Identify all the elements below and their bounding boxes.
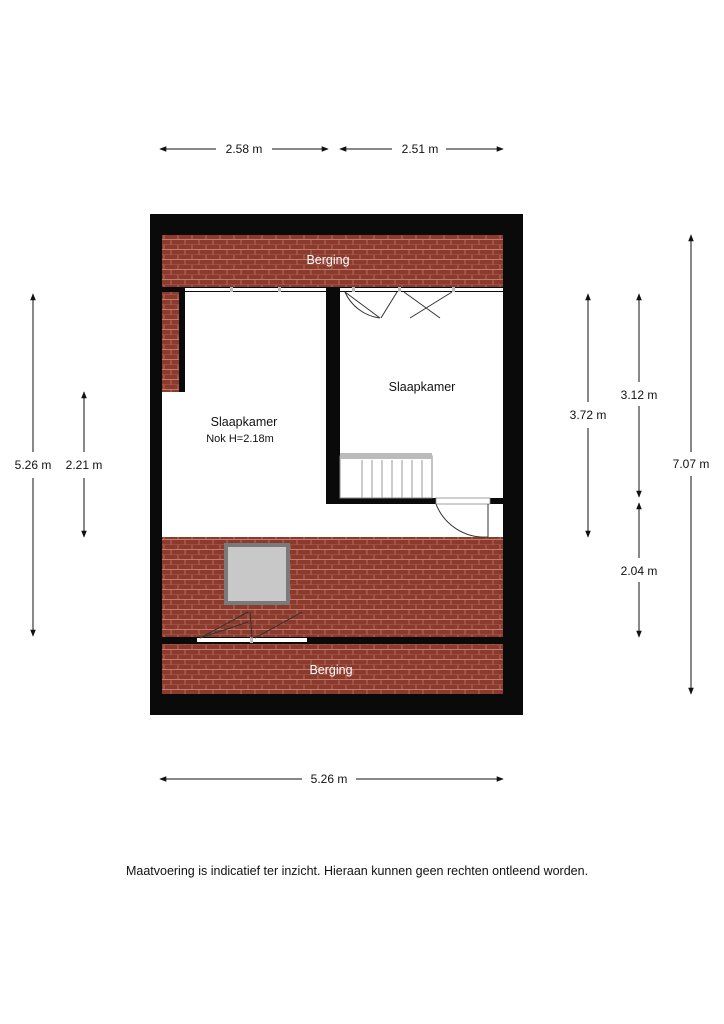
dimension-bottom <box>160 772 503 786</box>
dimension-label-top-left: 2.58 m <box>225 142 263 156</box>
dimension-label-right-lower: 2.04 m <box>620 564 658 578</box>
dimension-top-right <box>340 142 503 156</box>
dimension-top-left <box>160 142 328 156</box>
room-label-slaapkamer-left: Slaapkamer <box>210 415 278 429</box>
dimension-label-right-upper: 3.12 m <box>620 388 658 402</box>
dimension-label-left-inner: 2.21 m <box>65 458 103 472</box>
dimension-right-room <box>570 294 607 537</box>
roof-slope-bottom <box>162 537 503 637</box>
wall-divider <box>326 290 340 504</box>
disclaimer-text: Maatvoering is indicatief ter inzicht. Hieraan kunnen geen rechten ontleend worden. <box>125 864 589 878</box>
wall-right-bottom-2 <box>490 498 503 504</box>
dimension-label-right-room: 3.72 m <box>569 408 607 422</box>
room-note-nok-height: Nok H=2.18m <box>206 433 274 445</box>
wall-left-stub <box>179 290 185 392</box>
room-label-slaapkamer-right: Slaapkamer <box>388 380 456 394</box>
room-label-berging-bottom: Berging <box>309 663 353 677</box>
dimension-left-inner <box>66 392 103 537</box>
slaapkamer-left-floor-lower <box>162 392 326 537</box>
dimension-left-outer <box>15 294 52 636</box>
wall-right-bottom <box>326 498 436 504</box>
room-label-berging-top: Berging <box>306 253 350 267</box>
dimension-right-upper <box>621 294 658 497</box>
landing-floor <box>326 504 503 537</box>
dimension-right-lower <box>621 503 658 637</box>
dimension-label-top-right: 2.51 m <box>401 142 439 156</box>
dimension-right-total <box>673 235 710 694</box>
dimension-label-right-total: 7.07 m <box>672 457 710 471</box>
skylight <box>224 543 290 605</box>
roof-strip-left <box>162 292 179 392</box>
dimension-label-left-outer: 5.26 m <box>14 458 52 472</box>
dimension-label-bottom: 5.26 m <box>310 772 348 786</box>
staircase <box>340 456 432 498</box>
